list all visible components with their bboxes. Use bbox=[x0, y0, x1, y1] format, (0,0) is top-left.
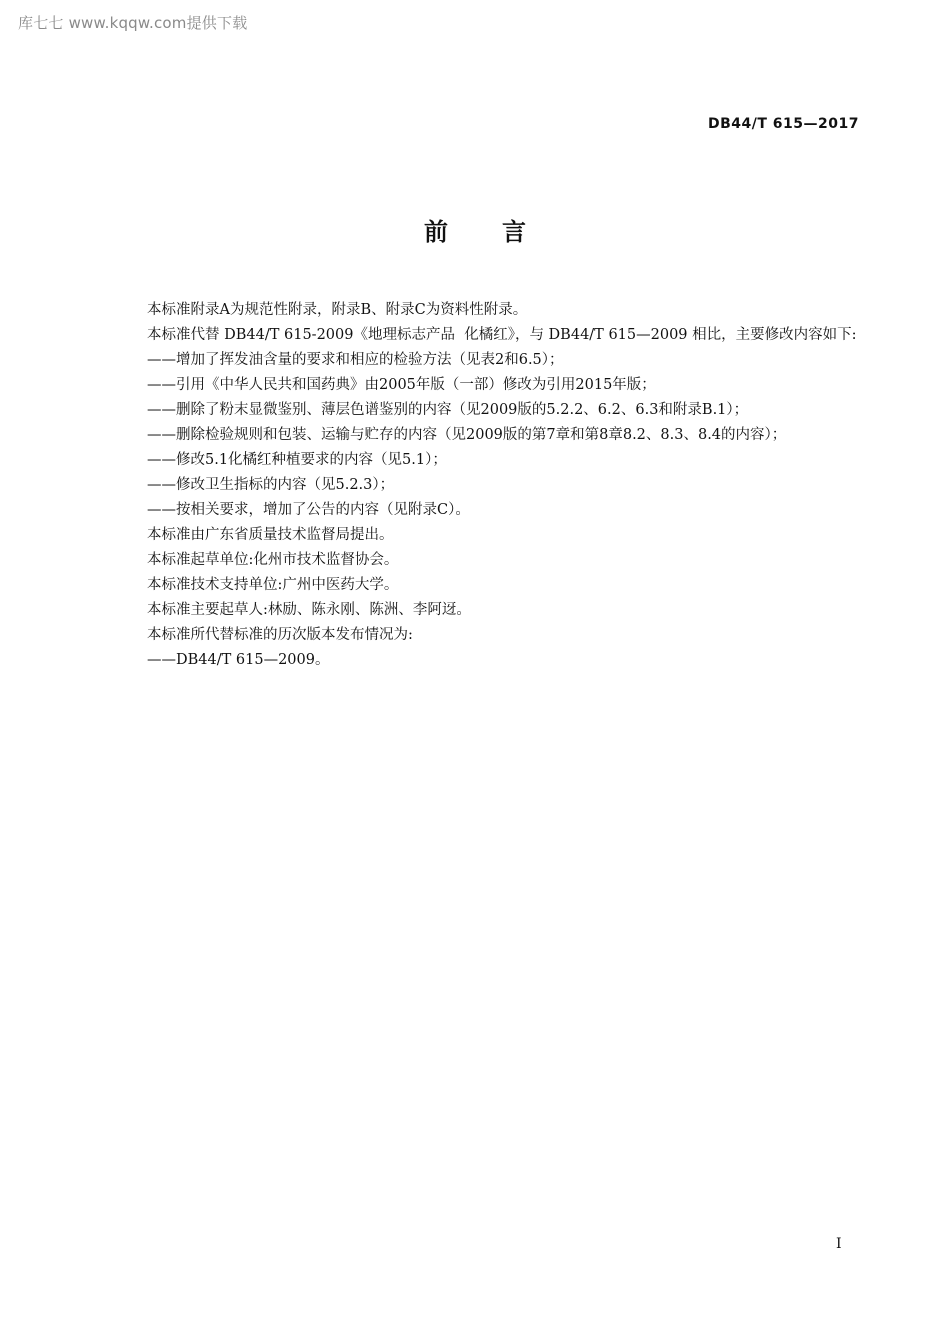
paragraph-support-unit: 本标准技术支持单位:广州中医药大学。 bbox=[147, 577, 399, 593]
page-number: I bbox=[836, 1236, 842, 1252]
watermark-text: 库七七 www.kqqw.com提供下载 bbox=[18, 14, 248, 32]
change-item: ——修改5.1化橘红种植要求的内容（见5.1）； bbox=[147, 452, 447, 468]
standard-code: DB44/T 615—2017 bbox=[708, 116, 859, 132]
history-item: ——DB44/T 615—2009。 bbox=[147, 652, 330, 668]
change-item: ——引用《中华人民共和国药典》由2005年版（一部）修改为引用2015年版； bbox=[147, 377, 656, 393]
change-item: ——按相关要求，增加了公告的内容（见附录C）。 bbox=[147, 502, 470, 518]
change-item: ——删除了粉末显微鉴别、薄层色谱鉴别的内容（见2009版的5.2.2、6.2、6.3和附录B.1）； bbox=[147, 402, 749, 418]
page-title: 前言 bbox=[424, 218, 580, 246]
paragraph-proposer: 本标准由广东省质量技术监督局提出。 bbox=[147, 527, 394, 543]
paragraph-replacement-note: 本标准代替 DB44/T 615-2009《地理标志产品 化橘红》，与 DB44/T 615—2009 相比，主要修改内容如下: bbox=[147, 327, 857, 343]
paragraph-appendix-note: 本标准附录A为规范性附录，附录B、附录C为资料性附录。 bbox=[147, 302, 528, 318]
change-item: ——删除检验规则和包装、运输与贮存的内容（见2009版的第7章和第8章8.2、8.3、8.4的内容）； bbox=[147, 427, 787, 443]
document-body bbox=[114, 298, 862, 673]
paragraph-drafters: 本标准主要起草人:林励、陈永刚、陈洲、李阿迓。 bbox=[147, 602, 471, 618]
paragraph-drafting-unit: 本标准起草单位:化州市技术监督协会。 bbox=[147, 552, 399, 568]
change-item: ——修改卫生指标的内容（见5.2.3）； bbox=[147, 477, 395, 493]
paragraph-history-intro: 本标准所代替标准的历次版本发布情况为: bbox=[147, 627, 413, 643]
change-item: ——增加了挥发油含量的要求和相应的检验方法（见表2和6.5）； bbox=[147, 352, 564, 368]
